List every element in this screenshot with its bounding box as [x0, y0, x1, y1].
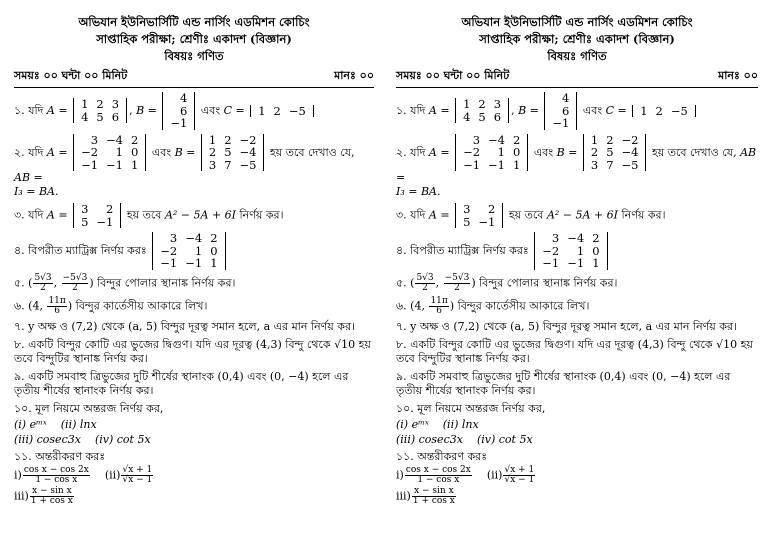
matrix-a: 1 2 3 4 5 6	[455, 98, 509, 123]
question-11: ১১. অন্তরীকরণ করঃ	[396, 449, 488, 463]
question-10-row-2: (iii) cosec3x (iv) cot 5x	[14, 432, 151, 446]
coaching-title: অভিযান ইউনিভার্সিটি এন্ড নার্সিং এডমিশন কোচিং	[78, 15, 310, 29]
question-10-row-1: (i) eᵐˣ (ii) lnx	[396, 417, 479, 431]
marks-label: মানঃ ০০	[718, 69, 758, 82]
matrix-a: 1 2 3 4 5 6	[73, 98, 127, 123]
question-5: ৫. ( $\frac{5√3}{2}$ , $\frac{-5√3}{2}$ ) বিন্দুর পোলার স্থানাঙ্ক নির্ণয় কর।	[14, 272, 236, 293]
matrix-a: 3 −4 2 −2 1 0 −1 −1 1	[455, 134, 528, 172]
question-11-row-2: iii) $\frac{\text{x − sin x}}{\text{1 + cos x}}$	[14, 485, 73, 506]
question-8: ৮. একটি বিন্দুর কোটি এর ভুজের দ্বিগুণ। যদি এর দূরত্ব (4,3) বিন্দু থেকে √10 হয় তবে বিন্দুটির স্থানাঙ্ক নির্ণয় কর।	[14, 337, 371, 365]
question-1: ১. যদি A = 1 2 3 4 5 6 , B = 4 6 −1 এবং C = 1 2 −5	[396, 92, 758, 130]
matrix-a: 3 2 5 −1	[455, 203, 503, 228]
question-3: ৩. যদি A = 3 2 5 −1 হয় তবে A² − 5A + 6I নির্ণয় কর।	[396, 202, 666, 229]
subject-title: বিষয়ঃ গণিত	[164, 49, 224, 63]
exam-title: সাপ্তাহিক পরীক্ষা; শ্রেণীঃ একাদশ (বিজ্ঞান)	[479, 32, 675, 46]
question-6: ৬. (4, $\frac{11\pi}{6}$ ) বিন্দুর কার্তেসীয় আকারে লিখ।	[396, 295, 590, 316]
question-11-row-1: i) $\frac{\text{cos x − cos 2x}}{\text{1 − cos x}}$ (ii) $\frac{√x + 1}{√x - 1}$	[396, 464, 535, 485]
question-5: ৫. ( $\frac{5√3}{2}$ , $\frac{-5√3}{2}$ ) বিন্দুর পোলার স্থানাঙ্ক নির্ণয় কর।	[396, 272, 618, 293]
question-7: ৭. y অক্ষ ও (7,2) থেকে (a, 5) বিন্দুর দূরত্ব সমান হলে, a এর মান নির্ণয় কর।	[14, 319, 355, 333]
time-label: সময়ঃ ০০ ঘন্টা ০০ মিনিট	[396, 69, 510, 82]
question-9: ৯. একটি সমবাহু ত্রিভুজের দুটি শীর্ষের স্থানাংক (0,4) এবং (0, −4) হলে এর তৃতীয় শীর্ষের স্থানাংক নির্ণয় কর।	[396, 369, 731, 397]
time-marks-bar	[14, 67, 374, 88]
subject-title: বিষয়ঃ গণিত	[547, 49, 607, 63]
question-6: ৬. (4, $\frac{11\pi}{6}$ ) বিন্দুর কার্তেসীয় আকারে লিখ।	[14, 295, 208, 316]
question-10-row-1: (i) eᵐˣ (ii) lnx	[14, 417, 97, 431]
page-right	[384, 0, 768, 543]
question-9: ৯. একটি সমবাহু ত্রিভুজের দুটি শীর্ষের স্থানাংক (0,4) এবং (0, −4) হলে এর তৃতীয় শীর্ষের স্থানাংক নির্ণয় কর।	[14, 369, 349, 397]
matrix-c: 1 2 −5	[250, 105, 314, 118]
coaching-title: অভিযান ইউনিভার্সিটি এন্ড নার্সিং এডমিশন কোচিং	[461, 15, 693, 29]
time-marks-bar	[396, 67, 758, 88]
matrix-a: 3 −4 2 −2 1 0 −1 −1 1	[73, 134, 146, 172]
question-8: ৮. একটি বিন্দুর কোটি এর ভুজের দ্বিগুণ। যদি এর দূরত্ব (4,3) বিন্দু থেকে √10 হয় তবে বিন্দুটির স্থানাঙ্ক নির্ণয় কর।	[396, 337, 753, 365]
matrix-b: 4 6 −1	[544, 92, 577, 130]
question-2: ২. যদি A = 3 −4 2 −2 1 0 −1 −1 1 এবং B = 1 2 −2 2 5 −4 3 7 −5 হয় তবে দেখাও যে, AB = I₃ = BA.	[14, 132, 355, 198]
matrix-b: 1 2 −2 2 5 −4 3 7 −5	[583, 134, 647, 172]
question-11-row-2: iii) $\frac{\text{x − sin x}}{\text{1 + cos x}}$	[396, 485, 455, 506]
question-7: ৭. y অক্ষ ও (7,2) থেকে (a, 5) বিন্দুর দূরত্ব সমান হলে, a এর মান নির্ণয় কর।	[396, 319, 737, 333]
question-10: ১০. মূল নিয়মে অন্তরজ নির্ণয় কর,	[396, 401, 546, 415]
matrix-b: 1 2 −2 2 5 −4 3 7 −5	[201, 134, 265, 172]
matrix-c: 1 2 −5	[632, 105, 696, 118]
question-2: ২. যদি A = 3 −4 2 −2 1 0 −1 −1 1 এবং B = 1 2 −2 2 5 −4 3 7 −5 হয় তবে দেখাও যে, AB = I₃ = BA.	[396, 132, 757, 198]
question-10: ১০. মূল নিয়মে অন্তরজ নির্ণয় কর,	[14, 401, 164, 415]
matrix-b: 4 6 −1	[162, 92, 195, 130]
matrix-a: 3 2 5 −1	[73, 203, 121, 228]
question-4: ৪. বিপরীত ম্যাট্রিক্স নির্ণয় করঃ 3 −4 2 −2 1 0 −1 −1 1	[14, 232, 374, 270]
question-4: ৪. বিপরীত ম্যাট্রিক্স নির্ণয় করঃ 3 −4 2 −2 1 0 −1 −1 1	[396, 232, 758, 270]
question-3: ৩. যদি A = 3 2 5 −1 হয় তবে A² − 5A + 6I নির্ণয় কর।	[14, 202, 284, 229]
time-label: সময়ঃ ০০ ঘন্টা ০০ মিনিট	[14, 69, 128, 82]
matrix-inverse: 3 −4 2 −2 1 0 −1 −1 1	[152, 232, 225, 270]
question-1: ১. যদি A = 1 2 3 4 5 6 , B = 4 6 −1 এবং C = 1 2 −5	[14, 92, 374, 130]
exam-title: সাপ্তাহিক পরীক্ষা; শ্রেণীঃ একাদশ (বিজ্ঞান)	[96, 32, 292, 46]
marks-label: মানঃ ০০	[334, 69, 374, 82]
question-10-row-2: (iii) cosec3x (iv) cot 5x	[396, 432, 533, 446]
matrix-inverse: 3 −4 2 −2 1 0 −1 −1 1	[534, 232, 607, 270]
question-11: ১১. অন্তরীকরণ করঃ	[14, 449, 106, 463]
question-11-row-1: i) $\frac{\text{cos x − cos 2x}}{\text{1 − cos x}}$ (ii) $\frac{√x + 1}{√x - 1}$	[14, 464, 153, 485]
